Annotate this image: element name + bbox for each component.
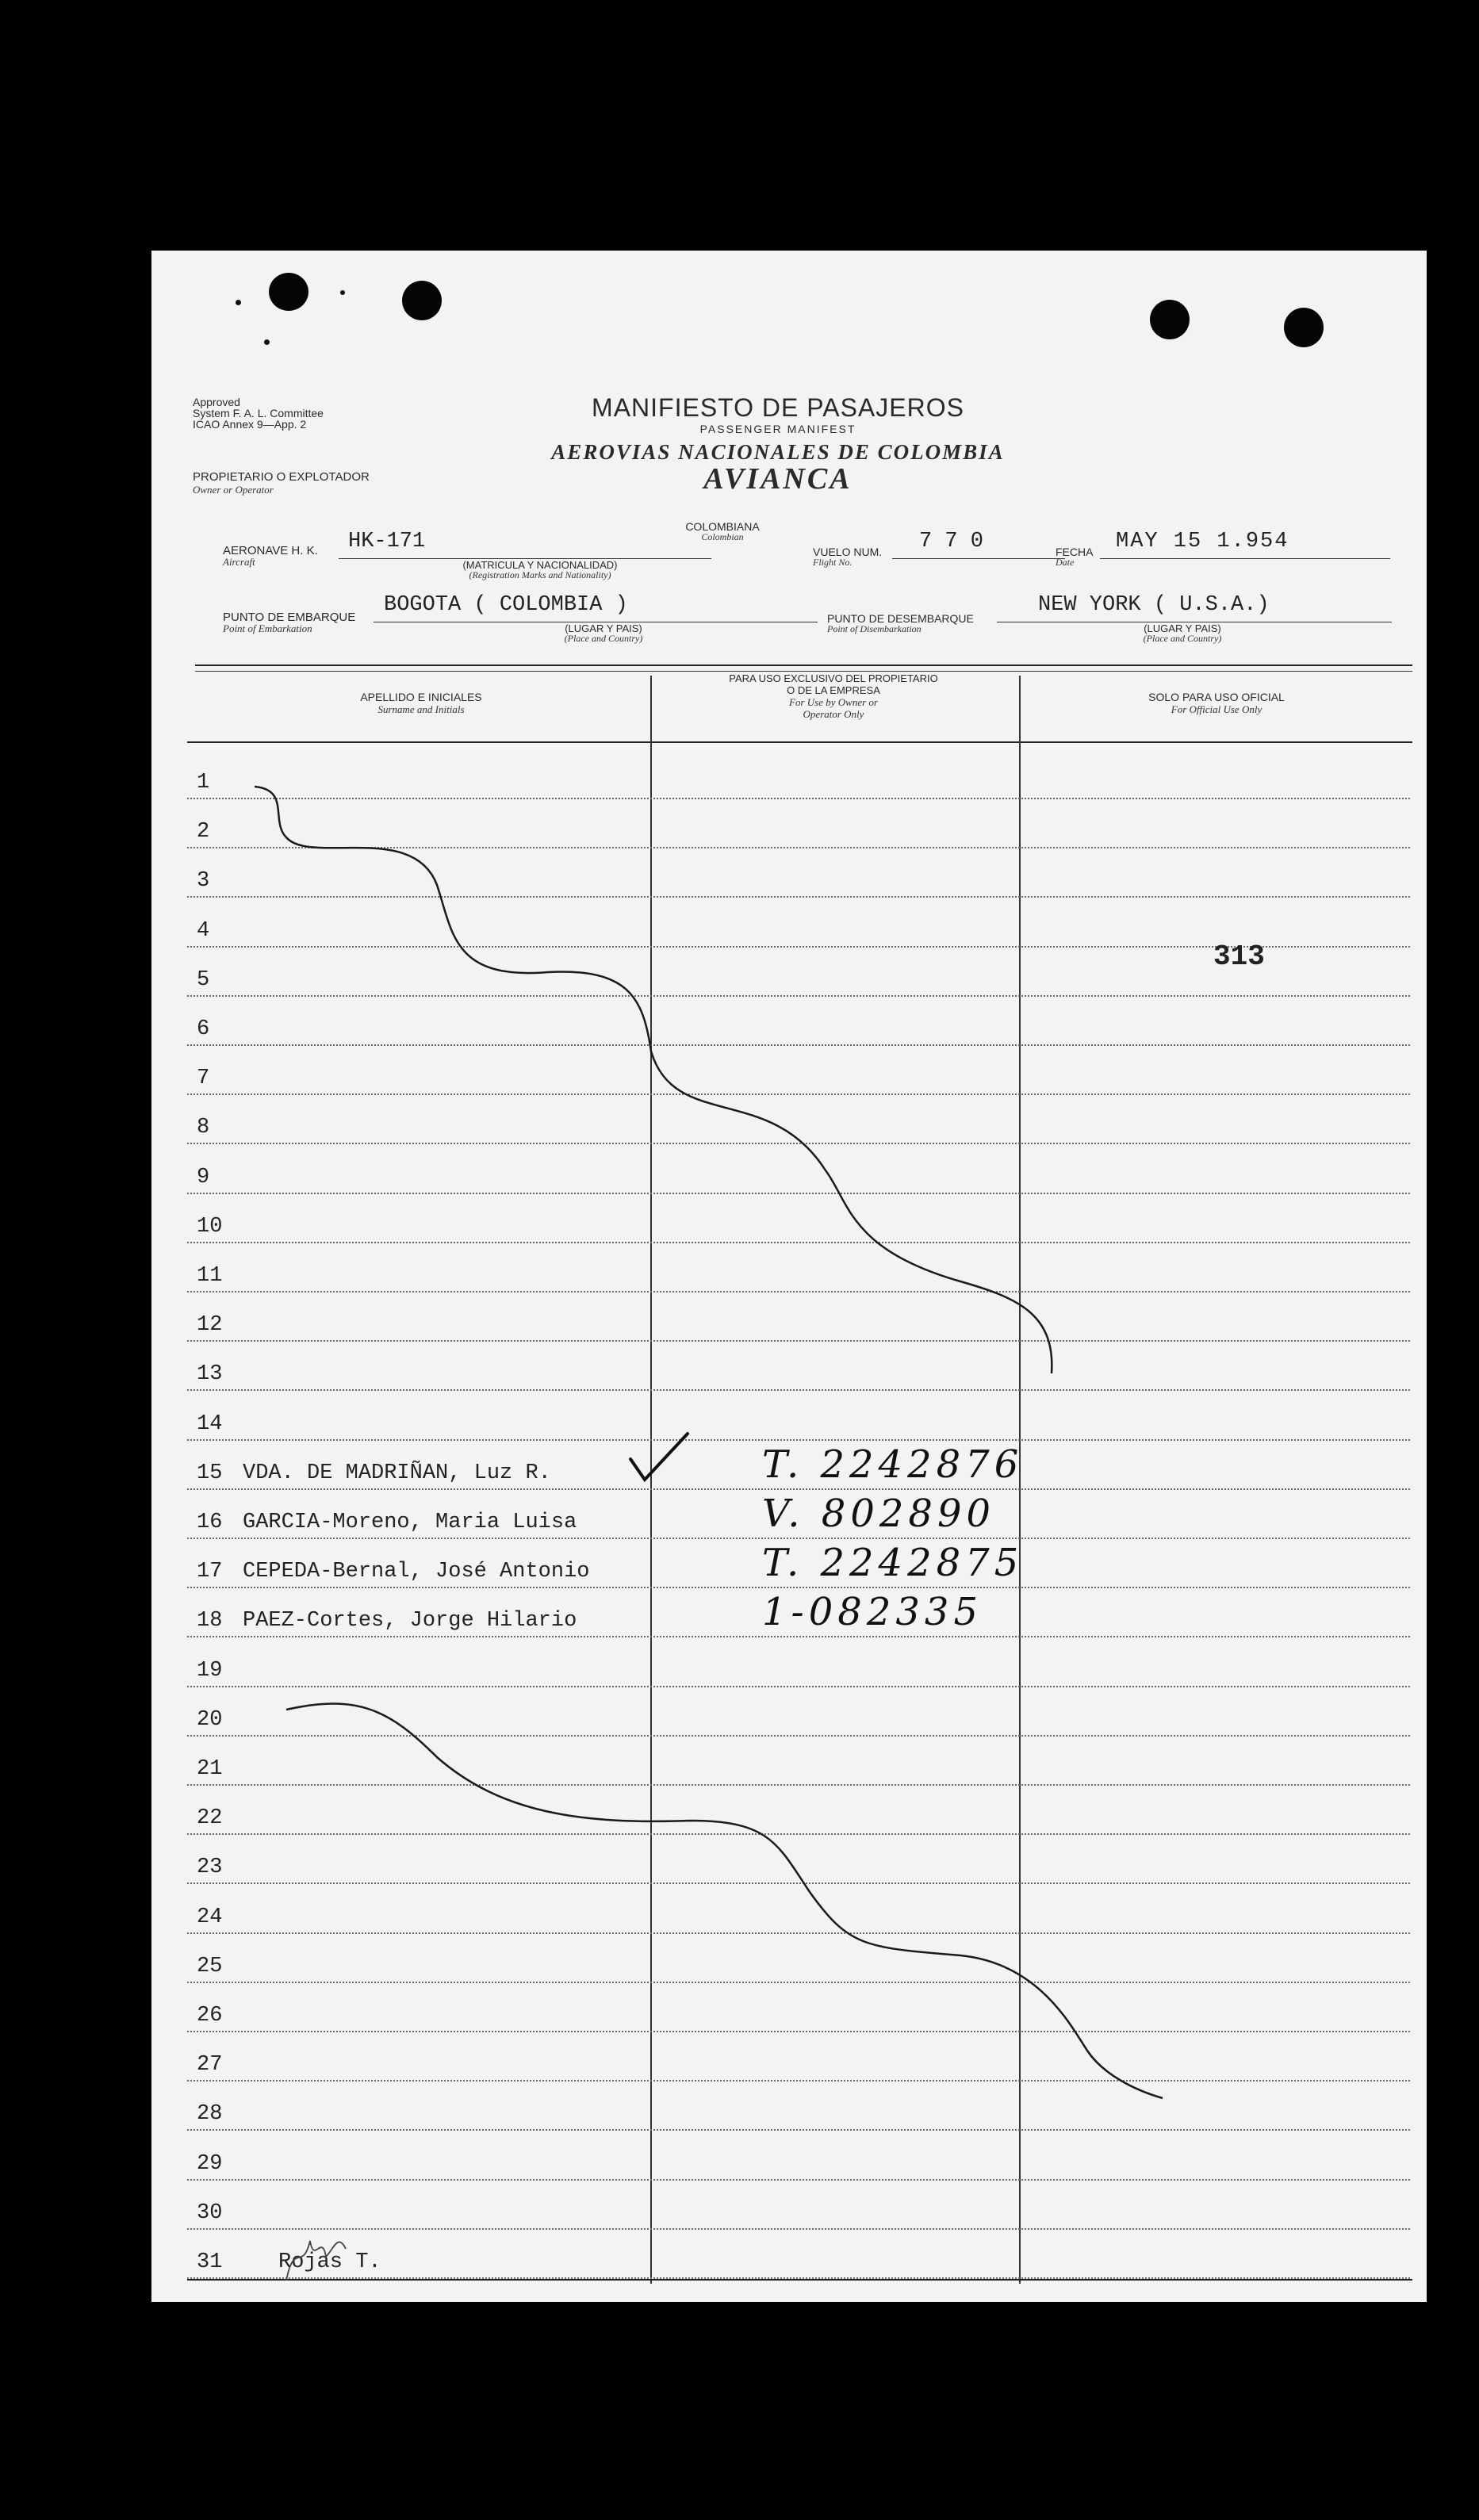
row-number: 19 bbox=[197, 1659, 223, 1683]
row-number: 11 bbox=[197, 1264, 223, 1288]
embark-label: PUNTO DE EMBARQUE Point of Embarkation bbox=[223, 611, 356, 634]
passenger-code: T. 2242875 bbox=[762, 1541, 1024, 1585]
page-title: MANIFIESTO DE PASAJEROS bbox=[592, 393, 964, 422]
row-number: 30 bbox=[197, 2201, 223, 2225]
row-number: 21 bbox=[197, 1757, 223, 1781]
row-number: 14 bbox=[197, 1412, 223, 1436]
page-subtitle: PASSENGER MANIFEST bbox=[699, 423, 856, 435]
embark-value: BOGOTA ( COLOMBIA ) bbox=[384, 593, 628, 617]
row-number: 27 bbox=[197, 2053, 223, 2077]
flight-value: 7 7 0 bbox=[919, 530, 984, 553]
row-number: 24 bbox=[197, 1905, 223, 1929]
aircraft-label: AERONAVE H. K. Aircraft bbox=[223, 544, 318, 568]
owner-label-en: Owner or Operator bbox=[193, 484, 274, 496]
row-number: 31 bbox=[197, 2250, 223, 2274]
column-header-official: SOLO PARA USO OFICIAL For Official Use Only bbox=[1148, 691, 1285, 715]
row-number: 4 bbox=[197, 919, 210, 943]
disembark-sub: (LUGAR Y PAIS) (Place and Country) bbox=[1143, 622, 1222, 644]
aircraft-sub: (MATRICULA Y NACIONALIDAD) (Registration Marks and Nationality) bbox=[462, 559, 618, 580]
date-label: FECHA Date bbox=[1056, 546, 1094, 568]
flight-label: VUELO NUM. Flight No. bbox=[813, 546, 883, 568]
row-number: 25 bbox=[197, 1955, 223, 1978]
row-number: 5 bbox=[197, 968, 210, 992]
row-number: 2 bbox=[197, 820, 210, 844]
passenger-name: VDA. DE MADRIÑAN, Luz R. bbox=[243, 1461, 551, 1485]
row-number: 13 bbox=[197, 1362, 223, 1386]
passenger-name: Rojas T. bbox=[278, 2250, 381, 2274]
date-value: MAY 15 1.954 bbox=[1116, 530, 1289, 553]
row-number: 29 bbox=[197, 2152, 223, 2176]
row-number: 6 bbox=[197, 1017, 210, 1041]
row-number: 12 bbox=[197, 1313, 223, 1337]
cancellation-stroke bbox=[151, 251, 1427, 2302]
row-number: 7 bbox=[197, 1067, 210, 1090]
owner-label: PROPIETARIO O EXPLOTADOR bbox=[193, 470, 370, 484]
disembark-label: PUNTO DE DESEMBARQUE Point of Disembarkation bbox=[827, 612, 974, 634]
column-header-owner: PARA USO EXCLUSIVO DEL PROPIETARIO O DE LA EMPRESA For Use by Owner or Operator Only bbox=[729, 672, 938, 720]
row-number: 1 bbox=[197, 771, 210, 795]
manifest-sheet bbox=[151, 251, 1427, 2302]
signature-mark bbox=[278, 2225, 374, 2288]
row-number: 8 bbox=[197, 1116, 210, 1139]
disembark-value: NEW YORK ( U.S.A.) bbox=[1038, 593, 1270, 617]
row-number: 16 bbox=[197, 1511, 223, 1534]
row-number: 18 bbox=[197, 1609, 223, 1633]
row-number: 23 bbox=[197, 1856, 223, 1879]
official-stamp: 313 bbox=[1213, 940, 1265, 973]
approval-line: Approved bbox=[193, 396, 240, 408]
row-number: 22 bbox=[197, 1806, 223, 1830]
passenger-name: PAEZ-Cortes, Jorge Hilario bbox=[243, 1609, 577, 1633]
passenger-name: CEPEDA-Bernal, José Antonio bbox=[243, 1560, 590, 1584]
embark-sub: (LUGAR Y PAIS) (Place and Country) bbox=[564, 622, 643, 644]
nationality: COLOMBIANA Colombian bbox=[685, 520, 760, 542]
approval-line: System F. A. L. Committee bbox=[193, 407, 324, 419]
airline-brand: AVIANCA bbox=[703, 462, 853, 496]
row-number: 15 bbox=[197, 1461, 223, 1485]
aircraft-value: HK-171 bbox=[348, 530, 426, 553]
row-number: 20 bbox=[197, 1708, 223, 1732]
row-number: 10 bbox=[197, 1215, 223, 1239]
passenger-code: 1-082335 bbox=[762, 1590, 983, 1634]
approval-line: ICAO Annex 9—App. 2 bbox=[193, 418, 307, 431]
passenger-code: V. 802890 bbox=[762, 1492, 996, 1536]
row-number: 3 bbox=[197, 869, 210, 893]
row-number: 9 bbox=[197, 1166, 210, 1189]
row-number: 26 bbox=[197, 2004, 223, 2028]
airline-name: AEROVIAS NACIONALES DE COLOMBIA bbox=[551, 440, 1005, 464]
passenger-code: T. 2242876 bbox=[762, 1442, 1024, 1487]
row-number: 28 bbox=[197, 2102, 223, 2126]
passenger-name: GARCIA-Moreno, Maria Luisa bbox=[243, 1511, 577, 1534]
row-number: 17 bbox=[197, 1560, 223, 1584]
column-header-names: APELLIDO E INICIALES Surname and Initials bbox=[360, 691, 482, 715]
